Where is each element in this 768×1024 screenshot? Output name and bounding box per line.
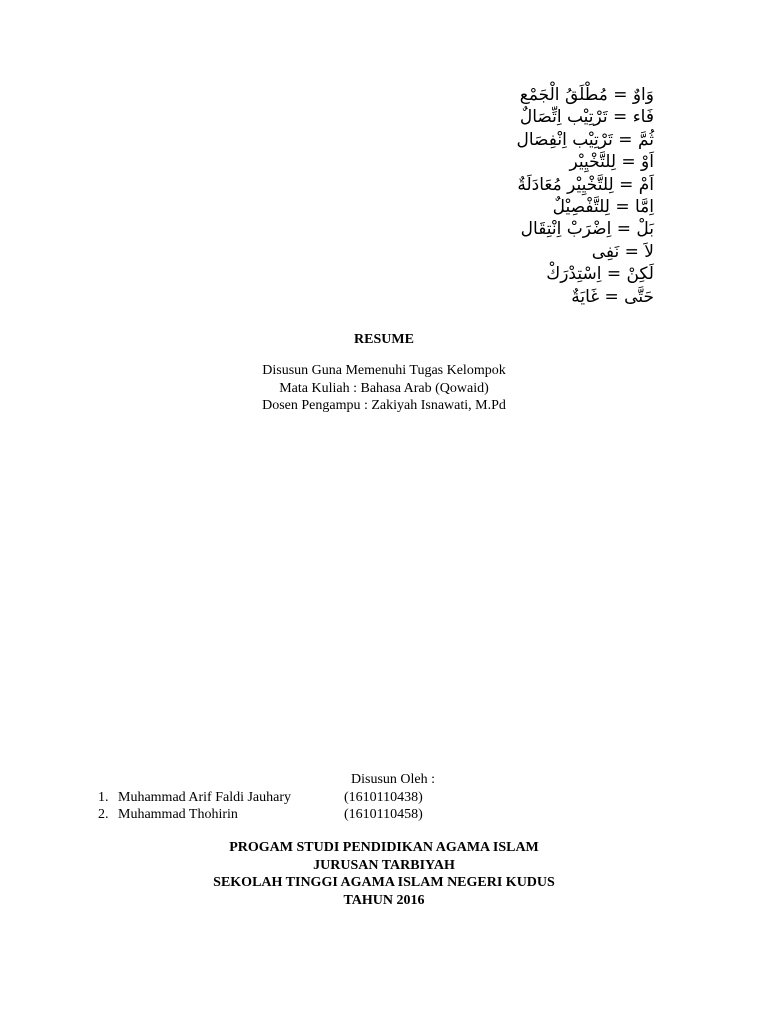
- arabic-line: لاَ = نَفِى: [591, 241, 654, 262]
- institution-year: TAHUN 2016: [343, 892, 425, 908]
- arabic-line: اَمْ = لِلتَّخْيِيْر مُعَادَلَةٌ: [517, 174, 654, 195]
- arabic-line: لَكِنْ = اِسْتِدْرَكْ: [546, 264, 654, 285]
- document-title: RESUME: [354, 332, 414, 347]
- authors-list: [98, 789, 423, 823]
- institution-block: [0, 839, 768, 909]
- institution-program: PROGAM STUDI PENDIDIKAN AGAMA ISLAM: [229, 840, 539, 855]
- arabic-conjunction-list: [324, 84, 654, 308]
- arabic-line: حَتَّى = غَايَةٌ: [571, 286, 654, 307]
- author-row: [98, 806, 423, 823]
- purpose-line-assignment: Disusun Guna Memenuhi Tugas Kelompok: [262, 363, 506, 378]
- author-name: Muhammad Arif Faldi Jauhary: [118, 790, 292, 805]
- arabic-line: اَوْ = لِلتَّخْيِيْر: [569, 152, 654, 173]
- arabic-line: فَاء = تَرْتِيْب اِتِّصَالٌ: [519, 107, 654, 128]
- arabic-line: وَاوٌ = مُطْلَقُ الْجَمْع: [519, 85, 654, 105]
- arabic-line: اِمَّا = لِلتَّفْصِيْلٌ: [552, 197, 654, 218]
- author-row: [98, 789, 423, 806]
- author-name: Muhammad Thohirin: [118, 807, 238, 822]
- author-number: 2.: [98, 807, 109, 822]
- institution-department: JURUSAN TARBIYAH: [313, 857, 455, 873]
- arabic-line: بَلْ = اِضْرَبْ اِنْتِقَال: [520, 219, 654, 240]
- author-nim: (1610110458): [344, 807, 423, 822]
- purpose-block: [0, 362, 768, 415]
- authors-heading: Disusun Oleh :: [351, 772, 435, 787]
- institution-school: SEKOLAH TINGGI AGAMA ISLAM NEGERI KUDUS: [213, 875, 555, 890]
- purpose-line-lecturer: Dosen Pengampu : Zakiyah Isnawati, M.Pd: [262, 398, 506, 413]
- author-number: 1.: [98, 790, 109, 805]
- purpose-line-course: Mata Kuliah : Bahasa Arab (Qowaid): [279, 380, 489, 396]
- arabic-line: ثُمَّ = تَرْتِيْب اِنْفِصَال: [516, 129, 654, 150]
- author-nim: (1610110438): [344, 790, 423, 805]
